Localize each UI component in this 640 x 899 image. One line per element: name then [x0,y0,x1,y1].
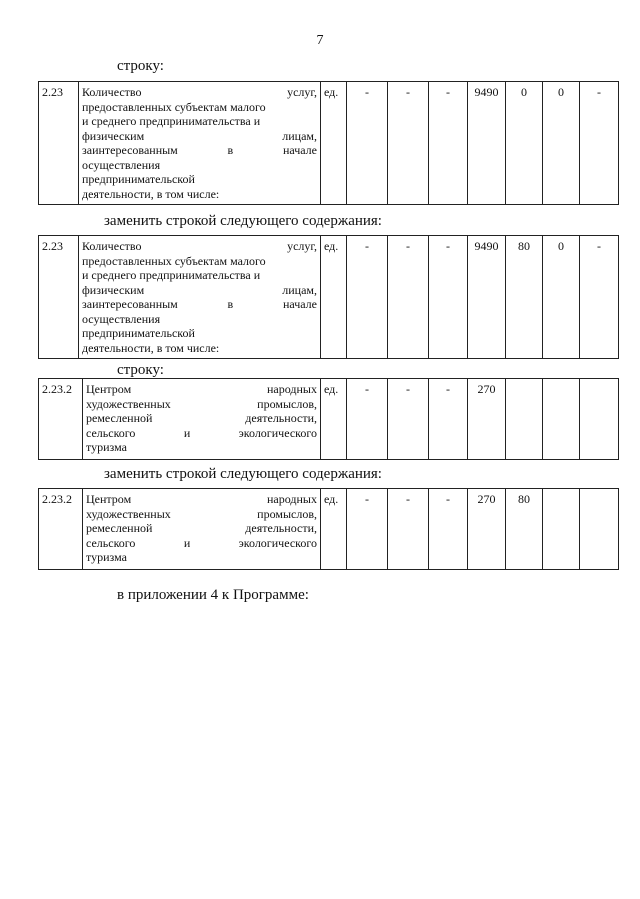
value-cell-1: - [347,82,388,205]
description-line: деятельности, в том числе: [82,186,220,201]
description-line: Центром народных [86,382,317,396]
value-cell-3: - [429,82,468,205]
value-cell-7: - [580,82,619,205]
row-number-cell: 2.23.2 [39,489,83,570]
description-line: физическим лицам, [82,282,317,297]
appendix-phrase: в приложении 4 к Программе: [117,587,309,603]
description-line: Центром народных [86,492,317,506]
table-row-2-23-replacement [38,235,619,359]
value-cell-6: 0 [543,82,580,205]
value-cell-7: - [580,236,619,359]
value-cell-3: - [429,236,468,359]
value-cell-5 [506,379,543,460]
description-line: предоставленных субъектам малого [82,253,266,268]
value-cell-4: 9490 [468,236,506,359]
page-number: 7 [316,33,324,48]
description-line: предоставленных субъектам малого [82,99,266,114]
description-line: сельского и экологического [86,535,317,550]
row-intro-phrase: строку: [117,362,164,378]
replace-phrase: заменить строкой следующего содержания: [104,466,382,482]
value-cell-3: - [429,489,468,570]
value-cell-2: - [388,379,429,460]
description-line: и среднего предпринимательства и [82,268,261,282]
value-cell-2: - [388,236,429,359]
description-line: Количество услуг, [82,239,317,253]
row-number-cell: 2.23.2 [39,379,83,460]
value-cell-4: 270 [468,489,506,570]
description-line: художественных промыслов, [86,506,317,521]
description-line: физическим лицам, [82,128,317,143]
description-line: ремесленной деятельности, [86,521,317,535]
description-line: предпринимательской [82,172,195,186]
table-row-2-23-2-original [38,378,619,460]
unit-cell: ед. [321,489,347,570]
row-intro-phrase: строку: [117,58,164,74]
unit-cell: ед. [321,82,347,205]
table-row-2-23-2-replacement [38,488,619,570]
value-cell-1: - [347,236,388,359]
description-line: туризма [86,550,127,564]
row-number-cell: 2.23 [39,82,79,205]
row-number-cell: 2.23 [39,236,79,359]
table-row-2-23-original [38,81,619,205]
unit-cell: ед. [321,236,347,359]
description-cell [79,236,321,359]
description-line: деятельности, в том числе: [82,340,220,355]
description-line: сельского и экологического [86,425,317,440]
value-cell-7 [580,379,619,460]
value-cell-4: 270 [468,379,506,460]
value-cell-1: - [347,489,388,570]
description-line: осуществления [82,157,161,172]
value-cell-7 [580,489,619,570]
description-cell [79,82,321,205]
description-line: ремесленной деятельности, [86,411,317,425]
value-cell-5: 80 [506,489,543,570]
description-line: художественных промыслов, [86,396,317,411]
description-line: и среднего предпринимательства и [82,114,261,128]
value-cell-3: - [429,379,468,460]
value-cell-5: 0 [506,82,543,205]
value-cell-6: 0 [543,236,580,359]
value-cell-6 [543,379,580,460]
description-line: осуществления [82,311,161,326]
unit-cell: ед. [321,379,347,460]
value-cell-5: 80 [506,236,543,359]
description-line: предпринимательской [82,326,195,340]
value-cell-4: 9490 [468,82,506,205]
description-line: заинтересованным в начале [82,143,317,157]
description-cell [83,379,321,460]
value-cell-2: - [388,82,429,205]
description-line: заинтересованным в начале [82,297,317,311]
description-line: Количество услуг, [82,85,317,99]
value-cell-6 [543,489,580,570]
value-cell-2: - [388,489,429,570]
replace-phrase: заменить строкой следующего содержания: [104,213,382,229]
description-line: туризма [86,440,127,454]
value-cell-1: - [347,379,388,460]
description-cell [83,489,321,570]
